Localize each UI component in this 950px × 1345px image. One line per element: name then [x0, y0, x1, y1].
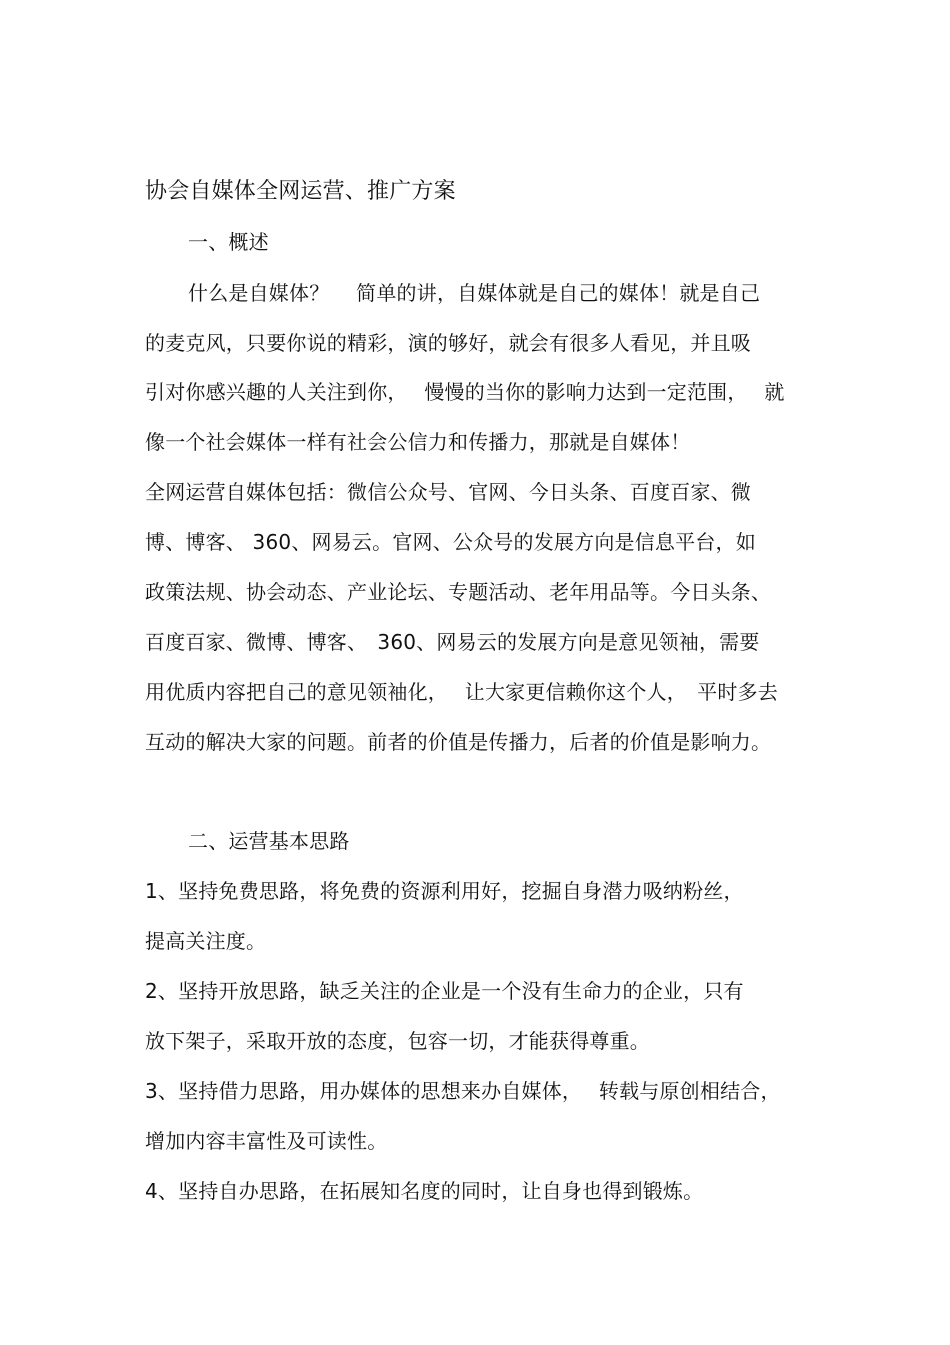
list-item-line: 提高关注度。 [145, 929, 267, 953]
paragraph-line: 用优质内容把自己的意见领袖化， 让大家更信赖你这个人， 平时多去 [145, 680, 778, 704]
section-heading-operation: 二、运营基本思路 [188, 829, 350, 853]
list-item-line: 3、坚持借力思路，用办媒体的思想来办自媒体， 转载与原创相结合， [145, 1079, 781, 1103]
paragraph-line: 什么是自媒体？ 简单的讲，自媒体就是自己的媒体！就是自己 [188, 281, 761, 305]
list-item-line: 放下架子，采取开放的态度，包容一切，才能获得尊重。 [145, 1029, 650, 1053]
list-item-line: 4、坚持自办思路，在拓展知名度的同时，让自身也得到锻炼。 [145, 1179, 704, 1203]
paragraph-line: 全网运营自媒体包括：微信公众号、官网、今日头条、百度百家、微 [145, 480, 751, 504]
list-item-line: 增加内容丰富性及可读性。 [145, 1129, 388, 1153]
paragraph-line: 的麦克风，只要你说的精彩，演的够好，就会有很多人看见，并且吸 [145, 331, 751, 355]
paragraph-line: 博、博客、 360、网易云。官网、公众号的发展方向是信息平台，如 [145, 530, 756, 554]
paragraph-line: 百度百家、微博、博客、 360、网易云的发展方向是意见领袖，需要 [145, 630, 760, 654]
list-item-line: 1、坚持免费思路，将免费的资源利用好，挖掘自身潜力吸纳粉丝， [145, 879, 744, 903]
section-heading-overview: 一、概述 [188, 230, 269, 254]
list-item-line: 2、坚持开放思路，缺乏关注的企业是一个没有生命力的企业，只有 [145, 979, 744, 1003]
document-title: 协会自媒体全网运营、推广方案 [145, 179, 456, 204]
paragraph-line: 互动的解决大家的问题。前者的价值是传播力，后者的价值是影响力。 [145, 730, 772, 754]
paragraph-line: 引对你感兴趣的人关注到你， 慢慢的当你的影响力达到一定范围， 就 [145, 380, 785, 404]
paragraph-line: 政策法规、协会动态、产业论坛、专题活动、老年用品等。今日头条、 [145, 580, 772, 604]
paragraph-line: 像一个社会媒体一样有社会公信力和传播力，那就是自媒体！ [145, 430, 691, 454]
